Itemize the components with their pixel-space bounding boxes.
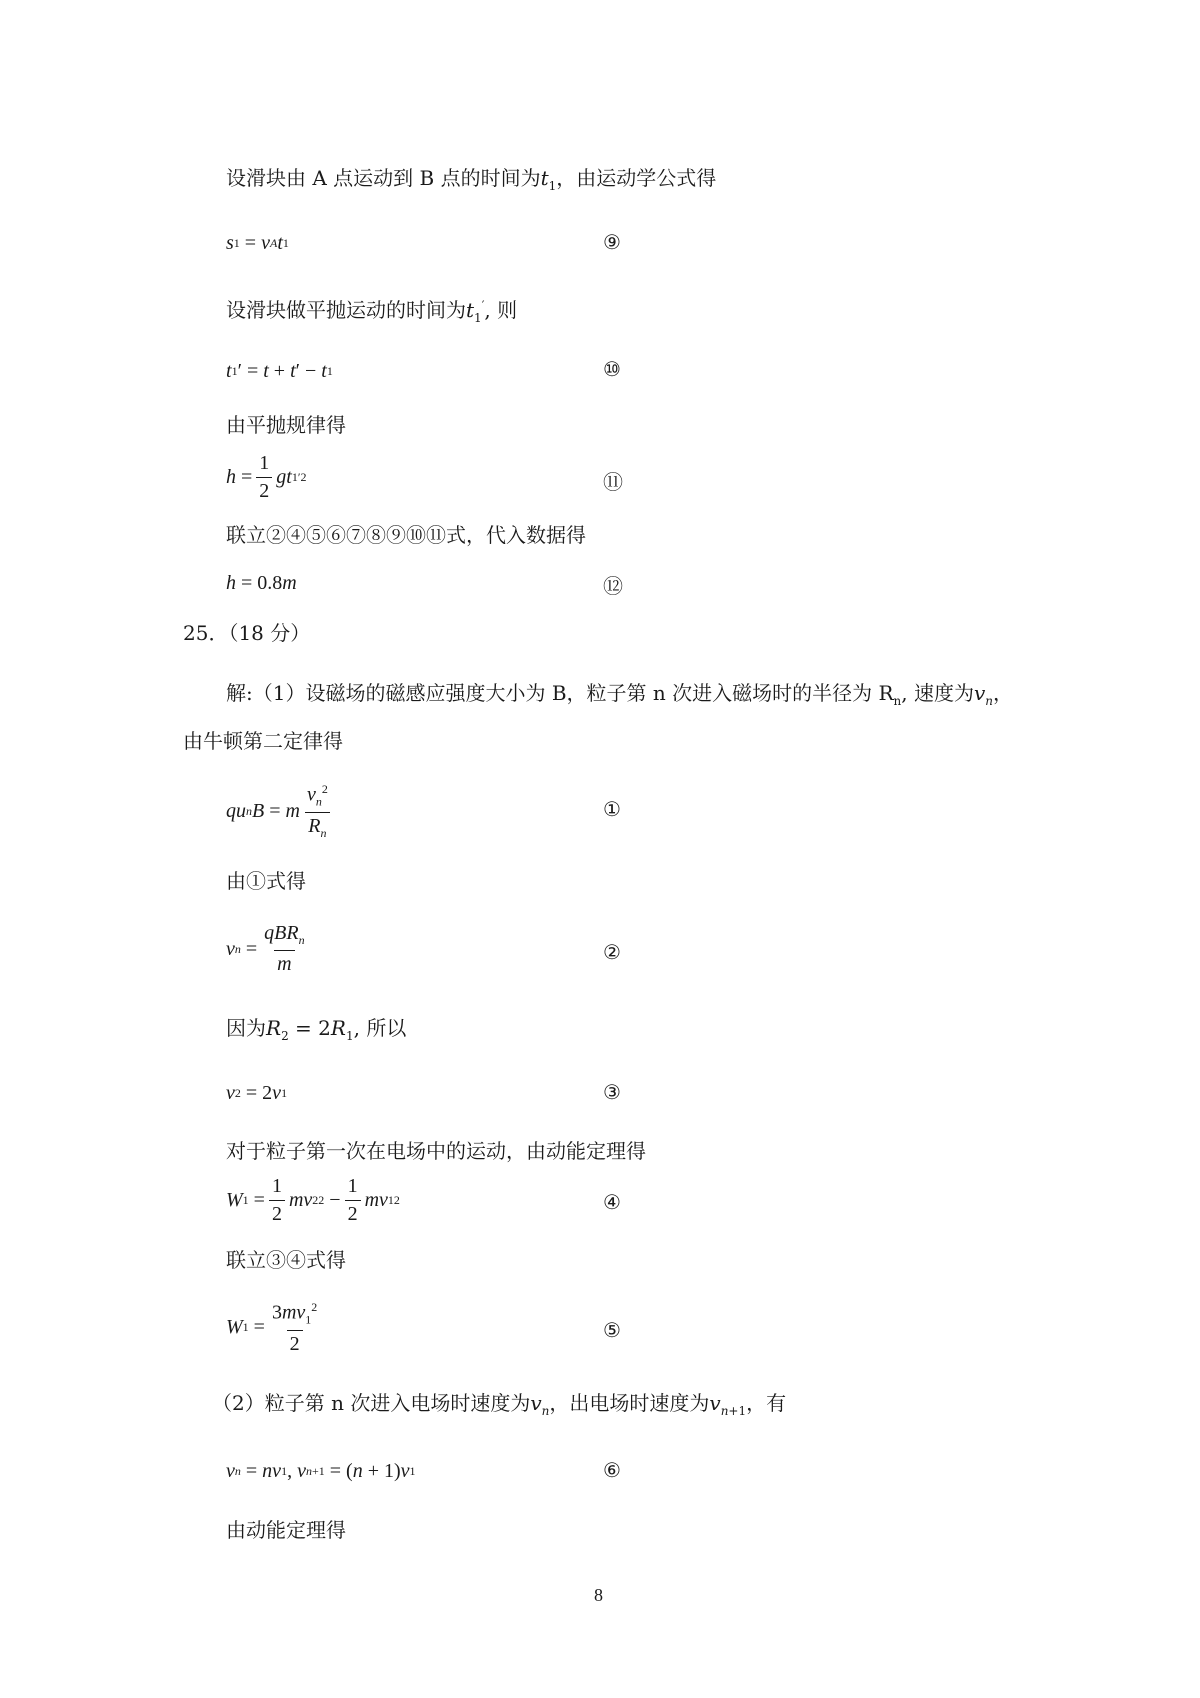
equation-number-2: ② (603, 940, 621, 964)
text-solution-1: 解:（1）设磁场的磁感应强度大小为 B，粒子第 n 次进入磁场时的半径为 R (226, 681, 894, 705)
question-heading: 25．（18 分） (183, 621, 311, 645)
equation-number-3: ③ (603, 1080, 621, 1104)
text-out-speed: ，出电场时速度为 (549, 1391, 710, 1415)
text-because: 因为 (226, 1016, 266, 1040)
page-number: 8 (594, 1585, 603, 1605)
equation-number-6: ⑥ (603, 1458, 621, 1482)
text-part2-in-speed: （2）粒子第 n 次进入电场时速度为 (212, 1391, 531, 1415)
equation-3: v 2 = 2 v 1 (226, 1082, 288, 1104)
equation-4: W 1 = $\frac{1}{2}$ mv 2 2 − $\frac{1}{2}$ mv 1 2 (226, 1175, 400, 1225)
equation-number-10: ⑩ (603, 357, 621, 381)
equation-number-4: ④ (603, 1190, 621, 1214)
paragraph-line-11: 联立③④式得 (226, 1248, 346, 1272)
equation-12: h = 0.8 m (226, 572, 297, 594)
text-then: , 则 (484, 298, 518, 322)
paragraph-line-4: 联立②④⑤⑥⑦⑧⑨⑩⑪式，代入数据得 (226, 523, 586, 547)
text-speed: , 速度为 (901, 681, 974, 705)
paragraph-line-9: 因为$R_2 = 2R_1$, 所以 (226, 1016, 407, 1043)
equation-number-5: ⑤ (603, 1318, 621, 1342)
subscript-n: n (893, 694, 902, 708)
text-time-ab: 设滑块由 A 点运动到 B 点的时间为 (226, 166, 541, 190)
equation-number-9: ⑨ (603, 230, 621, 254)
paragraph-line-2: 设滑块做平抛运动的时间为$t_1'$, 则 (226, 298, 518, 325)
paragraph-line-6: 解:（1）设磁场的磁感应强度大小为 B，粒子第 n 次进入磁场时的半径为 $R_n$, 速度为$v_n$， (226, 681, 1014, 708)
text-comma: ， (993, 681, 1014, 705)
equation-5: W 1 = $\frac{3mv_1^2}{2}$ (226, 1300, 318, 1355)
equation-9: s 1 = v A t 1 (226, 232, 289, 254)
text-have: ，有 (746, 1391, 787, 1415)
equation-1: qu n B = m $\frac{v_n^2}{R_n}$ (226, 782, 328, 840)
equation-10: t 1 ′ = t + t ′ − t 1 (226, 360, 333, 382)
equation-number-11: ⑪ (603, 470, 623, 494)
paragraph-line-8: 由①式得 (226, 869, 306, 893)
text-kinematics: ，由运动学公式得 (556, 166, 717, 190)
paragraph-line-12: （2）粒子第 n 次进入电场时速度为$v_n$，出电场时速度为$v_{n+1}$，有 (212, 1391, 787, 1418)
text-therefore: , 所以 (353, 1016, 407, 1040)
equation-11: h = $\frac{1}{2}$ gt 1 ′2 (226, 452, 307, 502)
paragraph-line-1: 设滑块由 A 点运动到 B 点的时间为$t_1$，由运动学公式得 (226, 166, 717, 193)
paragraph-line-3: 由平抛规律得 (226, 413, 346, 437)
paragraph-line-13: 由动能定理得 (226, 1518, 346, 1542)
equation-6: v n = nv 1 , v n+1 = ( n + 1) v 1 (226, 1460, 416, 1482)
paragraph-line-10: 对于粒子第一次在电场中的运动，由动能定理得 (226, 1139, 646, 1163)
text-flat-throw-time: 设滑块做平抛运动的时间为 (226, 298, 466, 322)
equation-number-1: ① (603, 797, 621, 821)
equation-2: v n = $\frac{qBR_n}{m}$ (226, 922, 305, 975)
equation-number-12: ⑫ (603, 574, 623, 598)
paragraph-line-7: 由牛顿第二定律得 (183, 729, 343, 753)
